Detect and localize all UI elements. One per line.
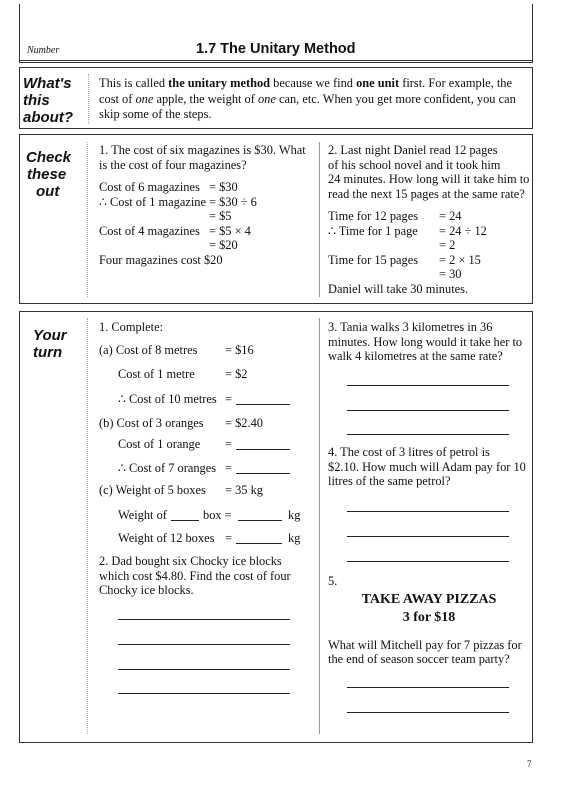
example1-row-4-right: = $5 × 4 bbox=[209, 224, 251, 238]
example2-row-4-right: = 2 × 15 bbox=[439, 253, 481, 267]
example2-row-1-right: = 24 bbox=[439, 209, 462, 223]
q1a-line-3-right: = bbox=[225, 392, 232, 406]
section-label: Number bbox=[27, 45, 60, 56]
q3-line-1: 3. Tania walks 3 kilometres in 36 bbox=[328, 320, 493, 334]
q4-line-2: $2.10. How much will Adam pay for 10 bbox=[328, 460, 526, 474]
example2-row-2-right: = 24 ÷ 12 bbox=[439, 224, 487, 238]
q1c-line-2-left: Weight of bbox=[118, 508, 167, 522]
check-divider-left bbox=[87, 142, 88, 297]
example1-row-2-left: ∴ Cost of 1 magazine bbox=[99, 195, 206, 209]
q3-line-3: walk 4 kilometres at the same rate? bbox=[328, 349, 503, 363]
check-label: Check these out bbox=[26, 149, 72, 200]
page-title: 1.7 The Unitary Method bbox=[196, 41, 356, 57]
q1a-line-2-right: = $2 bbox=[225, 367, 248, 381]
q3-answer-line-2[interactable] bbox=[347, 410, 509, 411]
q3-line-2: minutes. How long would it take her to bbox=[328, 335, 523, 349]
about-label: What's this about? bbox=[23, 75, 73, 126]
example1-row-2-right: = $30 ÷ 6 bbox=[209, 195, 257, 209]
q2-answer-line-2[interactable] bbox=[118, 644, 290, 645]
example1-question: 1. The cost of six magazines is $30. What is the cost of four magazines? bbox=[99, 143, 306, 172]
q3-answer-line-3[interactable] bbox=[347, 434, 509, 435]
example2-answer: Daniel will take 30 minutes. bbox=[328, 282, 469, 296]
your-turn-label: Your turn bbox=[33, 327, 67, 361]
q1b-line-3-right: = bbox=[225, 461, 232, 475]
q5-line-2: the end of season soccer team party? bbox=[328, 652, 510, 666]
q4-answer-line-1[interactable] bbox=[347, 511, 509, 512]
q1b-line-2-left: Cost of 1 orange bbox=[118, 437, 201, 451]
example2-row-2-left: ∴ Time for 1 page bbox=[328, 224, 418, 238]
q2-line-2: which cost $4.80. Find the cost of four bbox=[99, 569, 291, 583]
q2-line-3: Chocky ice blocks. bbox=[99, 583, 194, 597]
q1b-line-1-right: = $2.40 bbox=[225, 416, 263, 430]
q1c-12-boxes-line[interactable] bbox=[236, 543, 282, 544]
q1c-weight-line[interactable] bbox=[238, 520, 282, 521]
example1-row-4-left: Cost of 4 magazines bbox=[99, 224, 200, 238]
q1c-line-3-right: = bbox=[225, 531, 232, 545]
q2-answer-line-4[interactable] bbox=[118, 693, 290, 694]
check-divider-mid bbox=[319, 142, 320, 297]
example1-row-1-right: = $30 bbox=[209, 180, 238, 194]
example2-question-line-4: read the next 15 pages at the same rate? bbox=[328, 187, 525, 201]
page-number: 7 bbox=[527, 759, 532, 769]
example1-answer: Four magazines cost $20 bbox=[99, 253, 223, 267]
q1c-line-1-left: (c) Weight of 5 boxes bbox=[99, 483, 206, 497]
q1a-line-3-left: ∴ Cost of 10 metres bbox=[118, 392, 217, 406]
q2-line-1: 2. Dad bought six Chocky ice blocks bbox=[99, 554, 282, 568]
q4-answer-line-2[interactable] bbox=[347, 536, 509, 537]
example2-question-line-2: of his school novel and it took him bbox=[328, 158, 501, 172]
example2-question-line-3: 24 minutes. How long will it take him to bbox=[328, 172, 530, 186]
q2-answer-line-3[interactable] bbox=[118, 669, 290, 670]
example2-row-1-left: Time for 12 pages bbox=[328, 209, 419, 223]
q1a-answer-line[interactable] bbox=[236, 404, 290, 405]
your-turn-divider-mid bbox=[319, 318, 320, 734]
q1b-line-2-right: = bbox=[225, 437, 232, 451]
q1c-line-2-unit: kg bbox=[288, 508, 301, 522]
q1b-line-1-left: (b) Cost of 3 oranges bbox=[99, 416, 204, 430]
q1b-line-3-left: ∴ Cost of 7 oranges bbox=[118, 461, 217, 475]
q1c-line-2-mid: box = bbox=[203, 508, 232, 522]
q1b-cost-7-oranges-line[interactable] bbox=[236, 473, 290, 474]
example2-row-3-right: = 2 bbox=[439, 238, 456, 252]
q1-heading: 1. Complete: bbox=[99, 320, 164, 334]
q1b-cost-1-orange-line[interactable] bbox=[236, 449, 290, 450]
q1a-line-2-left: Cost of 1 metre bbox=[118, 367, 195, 381]
q4-line-1: 4. The cost of 3 litres of petrol is bbox=[328, 445, 490, 459]
q5-line-1: What will Mitchell pay for 7 pizzas for bbox=[328, 638, 522, 652]
q1c-line-1-right: = 35 kg bbox=[225, 483, 263, 497]
example1-row-3-right: = $5 bbox=[209, 209, 232, 223]
example2-row-5-right: = 30 bbox=[439, 267, 462, 281]
q1a-line-1-right: = $16 bbox=[225, 343, 254, 357]
q5-answer-line-2[interactable] bbox=[347, 712, 509, 713]
q5-answer-line-1[interactable] bbox=[347, 687, 509, 688]
example1-row-5-right: = $20 bbox=[209, 238, 238, 252]
example1-row-1-left: Cost of 6 magazines bbox=[99, 180, 200, 194]
q1c-line-3-unit: kg bbox=[288, 531, 301, 545]
q2-answer-line-1[interactable] bbox=[118, 619, 290, 620]
q3-answer-line-1[interactable] bbox=[347, 385, 509, 386]
q1a-line-1-left: (a) Cost of 8 metres bbox=[99, 343, 198, 357]
your-turn-box bbox=[19, 311, 533, 743]
q4-line-3: litres of the same petrol? bbox=[328, 474, 451, 488]
q4-answer-line-3[interactable] bbox=[347, 561, 509, 562]
q1c-box-count-line[interactable] bbox=[171, 520, 199, 521]
example2-question-line-1: 2. Last night Daniel read 12 pages bbox=[328, 143, 498, 157]
about-text: This is called the unitary method because we find one unit first. For example, the cost of one apple, the weight of one can, etc. When you get more confident, you can skip some of the steps. bbox=[99, 76, 516, 121]
q5-sign-title: TAKE AWAY PIZZAS bbox=[361, 592, 497, 607]
header-rule bbox=[19, 60, 532, 61]
q5-sign-price: 3 for $18 bbox=[402, 610, 456, 625]
q5-number: 5. bbox=[328, 574, 338, 588]
about-divider bbox=[88, 74, 89, 124]
q1c-line-3-left: Weight of 12 boxes bbox=[118, 531, 215, 545]
example2-row-4-left: Time for 15 pages bbox=[328, 253, 419, 267]
your-turn-divider-left bbox=[87, 318, 88, 734]
